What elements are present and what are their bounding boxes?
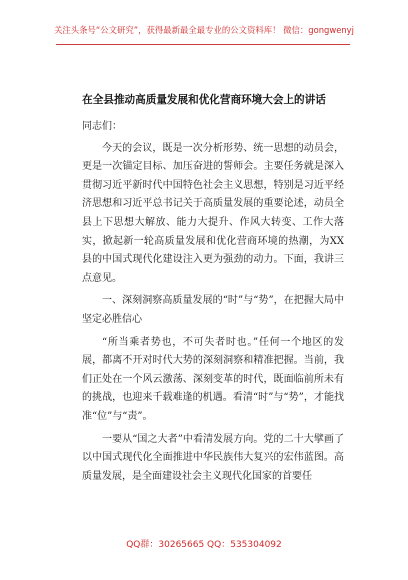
- document-title: 在全县推动高质量发展和优化营商环境大会上的讲话: [82, 94, 326, 106]
- footer-contact: QQ群：30265665 QQ：535304092: [126, 540, 282, 550]
- paragraph-intro: 今天的会议，既是一次分析形势、统一思想的动员会，更是一次锚定目标、加压奋进的誓师会。主要任务就是深入贯彻习近平新时代中国特色社会主义思想，特别是习近平经济思想和习近平总书记关于高质量发展的重要论述，动员全县上下思想大解放、能力大提升、作风大转变、工作大落实，掀起新一轮高质量发展和优化营商环境的热潮，为XX县的中国式现代化建设注入更为强劲的动力。下面，我讲三点意见。: [82, 142, 344, 284]
- header-banner: 关注头条号“公文研究”，获得最新最全最专业的公文资料库！ 微信：gongwenyj: [54, 25, 354, 35]
- header-divider: [56, 44, 350, 45]
- paragraph-section-2: 一要从“国之大者”中看清发展方向。党的二十大擘画了以中国式现代化全面推进中华民族伟大复兴的宏伟蓝图。高质量发展，是全面建设社会主义现代化国家的首要任: [82, 433, 344, 482]
- paragraph-section-1: “所当乘者势也，不可失者时也。”任何一个地区的发展，都离不开对时代大势的深刻洞察和精准把握。当前，我们正处在一个风云激荡、深刻变革的时代，既面临前所未有的挑战，也迎来千载难逢的机遇。看清“时”与“势”，才能找准“位”与“责”。: [82, 336, 344, 422]
- salutation: 同志们：: [82, 121, 122, 132]
- document-body: [82, 118, 344, 490]
- section-heading-1: 一、深刻洞察高质量发展的“时”与“势”，在把握大局中坚定必胜信心: [82, 295, 344, 325]
